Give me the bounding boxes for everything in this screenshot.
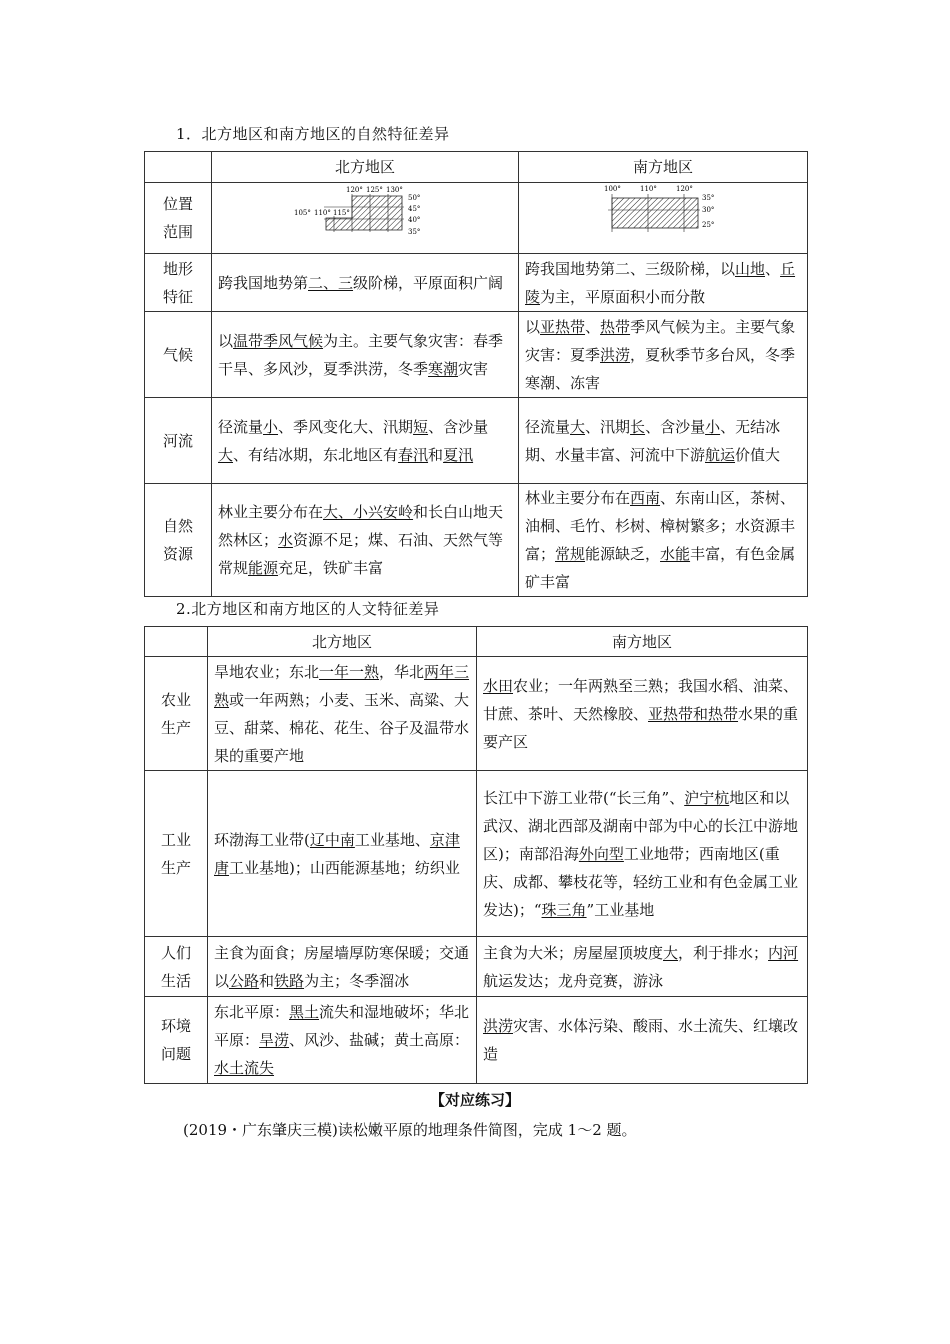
south-map-lat-label: 25° (702, 220, 715, 229)
north-map-lon-label: 115° (333, 208, 350, 217)
row-label-location: 位置 范围 (145, 183, 212, 254)
row-label-agriculture: 农业 生产 (145, 657, 208, 771)
north-map-lon-label: 120° (346, 185, 363, 194)
row-label-resources: 自然 资源 (145, 484, 212, 597)
north-agriculture-cell: 旱地农业；东北一年一熟，华北两年三熟或一年两熟；小麦、玉米、高粱、大豆、甜菜、棉花、花生、谷子及温带水果的重要产地 (208, 657, 477, 771)
north-map-lon-label: 125° (366, 185, 383, 194)
col-header-north: 北方地区 (212, 152, 519, 183)
col-header-south: 南方地区 (477, 627, 808, 657)
row-label-terrain: 地形 特征 (145, 254, 212, 312)
north-terrain-cell: 跨我国地势第二、三级阶梯，平原面积广阔 (212, 254, 519, 312)
north-rivers-cell: 径流量小、季风变化大、汛期短、含沙量大、有结冰期，东北地区有春汛和夏汛 (212, 398, 519, 484)
south-terrain-cell: 跨我国地势第二、三级阶梯，以山地、丘陵为主，平原面积小而分散 (519, 254, 808, 312)
south-resources-cell: 林业主要分布在西南、东南山区，茶树、油桐、毛竹、杉树、樟树繁多；水资源丰富；常规能源缺乏，水能丰富，有色金属矿丰富 (519, 484, 808, 597)
south-map-figure (598, 184, 728, 244)
south-rivers-cell: 径流量大、汛期长、含沙量小、无结冰期、水量丰富、河流中下游航运价值大 (519, 398, 808, 484)
north-resources-cell: 林业主要分布在大、小兴安岭和长白山地天然林区；水资源不足；煤、石油、天然气等常规能源充足，铁矿丰富 (212, 484, 519, 597)
south-map-lon-label: 110° (640, 184, 657, 193)
row-label-rivers: 河流 (145, 398, 212, 484)
north-region-map (212, 183, 519, 254)
north-climate-cell: 以温带季风气候为主。主要气象灾害：春季干旱、多风沙，夏季洪涝，冬季寒潮灾害 (212, 312, 519, 398)
row-label-climate: 气候 (145, 312, 212, 398)
north-map-lon-label: 110° (314, 208, 331, 217)
section1-title: 1．北方地区和南方地区的自然特征差异 (176, 125, 450, 143)
south-life-cell: 主食为大米；房屋屋顶坡度大，利于排水；内河航运发达；龙舟竞赛，游泳 (477, 937, 808, 997)
north-map-lon-label: 130° (386, 185, 403, 194)
natural-features-table (144, 151, 808, 597)
north-map-lat-label: 35° (408, 227, 421, 236)
human-features-table (144, 626, 808, 1084)
practice-tag: 【对应练习】 (429, 1091, 520, 1109)
north-environment-cell: 东北平原：黑土流失和湿地破坏；华北平原：旱涝、风沙、盐碱；黄土高原：水土流失 (208, 997, 477, 1084)
north-map-lat-label: 40° (408, 215, 421, 224)
row-label-environment: 环境 问题 (145, 997, 208, 1084)
row-label-industry: 工业 生产 (145, 771, 208, 937)
north-map-lon-label: 105° (294, 208, 311, 217)
col-header-north: 北方地区 (208, 627, 477, 657)
north-life-cell: 主食为面食；房屋墙厚防寒保暖；交通以公路和铁路为主；冬季溜冰 (208, 937, 477, 997)
south-climate-cell: 以亚热带、热带季风气候为主。主要气象灾害：夏季洪涝，夏秋季节多台风，冬季寒潮、冻害 (519, 312, 808, 398)
corner-cell (145, 627, 208, 657)
south-agriculture-cell: 水田农业；一年两熟至三熟；我国水稻、油菜、甘蔗、茶叶、天然橡胶、亚热带和热带水果的重要产区 (477, 657, 808, 771)
south-map-lon-label: 120° (676, 184, 693, 193)
row-label-life: 人们 生活 (145, 937, 208, 997)
south-map-lon-label: 100° (604, 184, 621, 193)
col-header-south: 南方地区 (519, 152, 808, 183)
south-industry-cell: 长江中下游工业带(“长三角”、沪宁杭地区和以武汉、湖北西部及湖南中部为中心的长江中游地区)；南部沿海外向型工业地带；西南地区(重庆、成都、攀枝花等，轻纺工业和有色金属工业发达)；“珠三角”工业基地 (477, 771, 808, 937)
corner-cell (145, 152, 212, 183)
south-map-lat-label: 30° (702, 205, 715, 214)
north-map-figure (290, 184, 440, 244)
north-industry-cell: 环渤海工业带(辽中南工业基地、京津唐工业基地)；山西能源基地；纺织业 (208, 771, 477, 937)
south-region-map (519, 183, 808, 254)
section2-title: 2.北方地区和南方地区的人文特征差异 (176, 600, 440, 618)
south-environment-cell: 洪涝灾害、水体污染、酸雨、水土流失、红壤改造 (477, 997, 808, 1084)
south-map-lat-label: 35° (702, 193, 715, 202)
practice-source: (2019・广东肇庆三模)读松嫩平原的地理条件简图，完成 1～2 题。 (183, 1121, 637, 1139)
north-map-lat-label: 50° (408, 193, 421, 202)
north-map-lat-label: 45° (408, 204, 421, 213)
